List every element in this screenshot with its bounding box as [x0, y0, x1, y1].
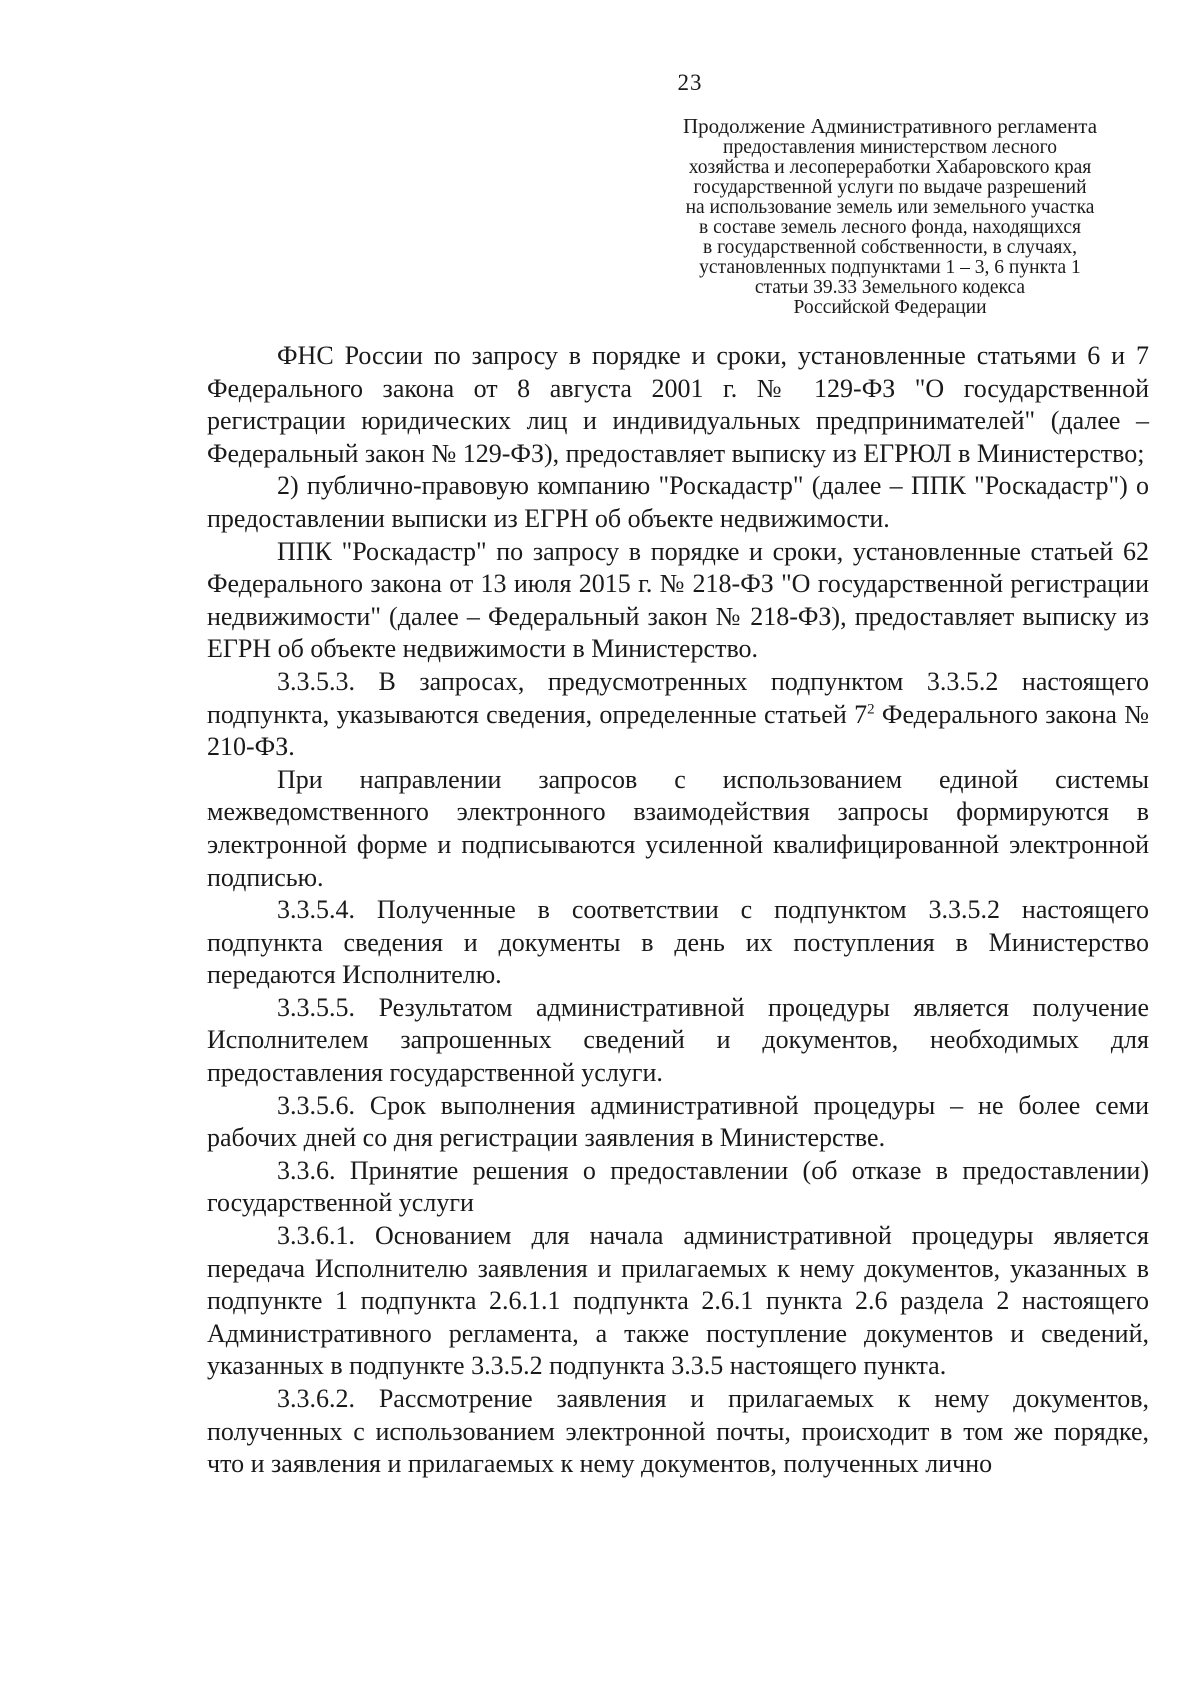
- paragraph: При направлении запросов с использованием единой системы межведомственного электронного взаимодействия запросы формируются в электронной форме и подписываются усиленной квалифицированной электронной подписью.: [207, 764, 1149, 892]
- header-line: Продолжение Административного регламента: [682, 114, 1098, 138]
- paragraph: 2) публично-правовую компанию "Роскадастр" (далее – ППК "Роскадастр") о предоставлении выписки из ЕГРН об объекте недвижимости.: [207, 471, 1149, 533]
- header-line: в государственной собственности, в случаях,: [703, 237, 1077, 258]
- header-line: предоставления министерством лесного: [723, 137, 1057, 158]
- paragraph: 3.3.6.2. Рассмотрение заявления и прилагаемых к нему документов, полученных с использованием электронной почты, происходит в том же порядке, что и заявления и прилагаемых к нему документов, полученных лично: [207, 1384, 1149, 1479]
- header-line: установленных подпунктами 1 – 3, 6 пункта 1: [699, 257, 1081, 278]
- paragraph: 3.3.6. Принятие решения о предоставлении (об отказе в предоставлении) государственной услуги: [207, 1155, 1149, 1218]
- regulation-header: [640, 114, 1140, 318]
- superscript: 2: [867, 700, 875, 717]
- paragraph: ППК "Роскадастр" по запросу в порядке и сроки, установленные статьей 62 Федерального закона от 13 июля 2015 г. № 218-ФЗ "О государственной регистрации недвижимости" (далее – Федеральный закон № 218-ФЗ), предоставляет выписку из ЕГРН об объекте недвижимости в Министерство.: [207, 536, 1149, 664]
- document-body: [207, 340, 1149, 1481]
- paragraph: ФНС России по запросу в порядке и сроки, установленные статьями 6 и 7 Федерального закона от 8 августа 2001 г. № 129-ФЗ "О государственной регистрации юридических лиц и индивидуальных предпринимателей" (далее – Федеральный закон № 129-ФЗ), предоставляет выписку из ЕГРЮЛ в Министерство;: [207, 341, 1149, 468]
- header-line: в составе земель лесного фонда, находящихся: [699, 217, 1081, 238]
- header-line: хозяйства и лесопереработки Хабаровского края: [688, 157, 1092, 178]
- paragraph: [207, 666, 1149, 764]
- paragraph: 3.3.5.5. Результатом административной процедуры является получение Исполнителем запрошенных сведений и документов, необходимых для предоставления государственной услуги.: [207, 992, 1149, 1088]
- paragraph: 3.3.5.6. Срок выполнения административной процедуры – не более семи рабочих дней со дня регистрации заявления в Министерстве.: [207, 1090, 1149, 1153]
- header-line: на использование земель или земельного участка: [685, 197, 1095, 218]
- paragraph-text: 3.3.5.3. В запросах, предусмотренных подпунктом 3.3.5.2 настоящего подпункта, указываются сведения, определенные статьей 7: [207, 666, 1149, 729]
- header-line: Российской Федерации: [793, 297, 987, 318]
- paragraph: 3.3.5.4. Полученные в соответствии с подпунктом 3.3.5.2 настоящего подпункта сведения и документы в день их поступления в Министерство передаются Исполнителю.: [207, 895, 1149, 990]
- paragraph: 3.3.6.1. Основанием для начала административной процедуры является передача Исполнителю заявления и прилагаемых к нему документов, указанных в подпункте 1 подпункта 2.6.1.1 подпункта 2.6.1 пункта 2.6 раздела 2 настоящего Административного регламента, а также поступление документов и сведений, указанных в подпункте 3.3.5.2 подпункта 3.3.5 настоящего пункта.: [207, 1221, 1149, 1381]
- header-line: статьи 39.33 Земельного кодекса: [754, 277, 1026, 298]
- header-line: государственной услуги по выдаче разрешений: [693, 177, 1087, 198]
- paragraph-text: Федерального закона № 210-ФЗ.: [207, 699, 1150, 762]
- page-number: 23: [677, 70, 703, 95]
